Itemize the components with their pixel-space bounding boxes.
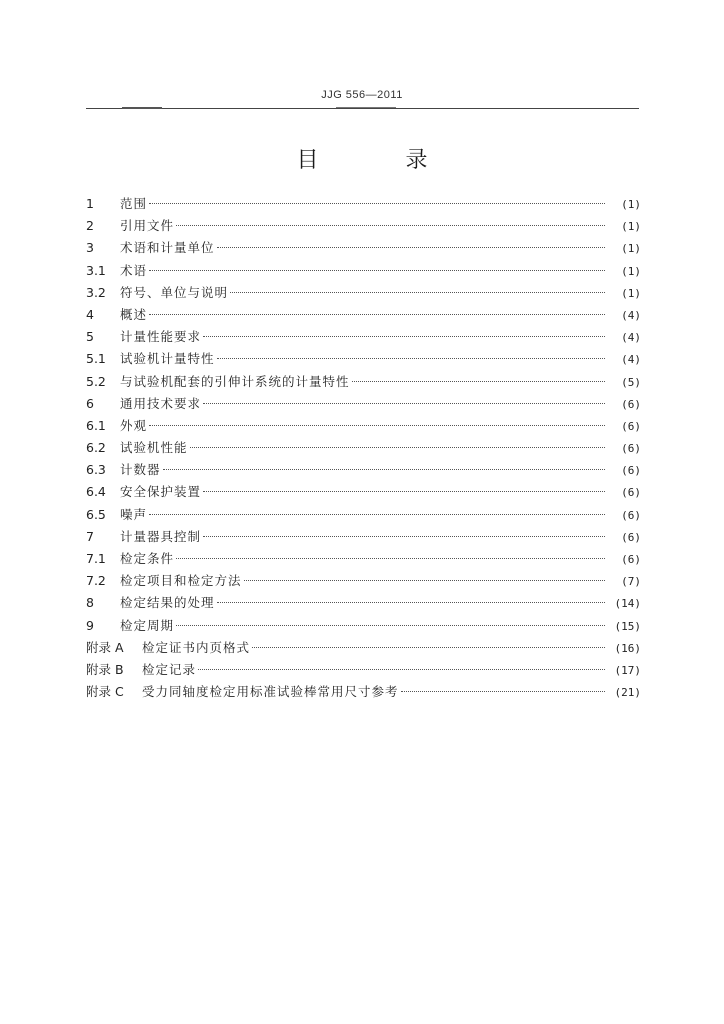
toc-entry-title: 检定条件 bbox=[120, 551, 175, 566]
toc-dot-leader bbox=[203, 536, 605, 537]
toc-entry-number: 3.1 bbox=[86, 262, 106, 278]
page-title: 目 录 bbox=[296, 148, 468, 173]
toc-entry-page: (4) bbox=[621, 308, 641, 322]
toc-dot-leader bbox=[149, 514, 605, 515]
toc-entry-page: (6) bbox=[621, 530, 641, 544]
toc-entry-title: 计量器具控制 bbox=[120, 528, 202, 544]
toc-entry-number: 4 bbox=[86, 306, 94, 322]
toc-entry-page: (1) bbox=[621, 220, 641, 234]
toc-dot-leader bbox=[203, 336, 605, 337]
toc-entry-title: 检定项目和检定方法 bbox=[120, 573, 242, 589]
toc-entry-title: 范围 bbox=[120, 196, 148, 211]
toc-entry-number: 6.2 bbox=[86, 440, 106, 456]
toc-entry-title: 符号、单位与说明 bbox=[120, 284, 229, 300]
toc-entry-title: 检定证书内页格式 bbox=[142, 639, 251, 655]
toc-entry-page: (6) bbox=[621, 442, 641, 456]
toc-entry-number: 附录 B bbox=[86, 661, 124, 677]
toc-entry-number: 5.2 bbox=[86, 373, 106, 389]
toc-entry[interactable] bbox=[86, 215, 641, 237]
toc-entry-title: 计量性能要求 bbox=[120, 329, 202, 345]
toc-dot-leader bbox=[244, 580, 605, 581]
toc-entry-title: 噪声 bbox=[120, 506, 148, 522]
toc-entry[interactable] bbox=[86, 326, 641, 348]
toc-entry[interactable] bbox=[86, 504, 641, 526]
toc-entry-title: 检定周期 bbox=[120, 617, 175, 633]
toc-dot-leader bbox=[163, 469, 605, 470]
toc-entry-number: 7.1 bbox=[86, 551, 106, 566]
toc-dot-leader bbox=[176, 225, 605, 226]
toc-entry-number: 5 bbox=[86, 329, 94, 345]
toc-entry-number: 7 bbox=[86, 528, 94, 544]
toc-dot-leader bbox=[176, 558, 605, 559]
toc-entry-page: (5) bbox=[621, 375, 641, 389]
toc-entry-title: 通用技术要求 bbox=[120, 395, 202, 411]
toc-entry-page: (6) bbox=[621, 553, 641, 566]
toc-entry-title: 术语和计量单位 bbox=[120, 240, 215, 256]
toc-entry[interactable] bbox=[86, 526, 641, 548]
toc-entry-page: (6) bbox=[621, 419, 641, 433]
toc-entry-number: 9 bbox=[86, 617, 94, 633]
toc-entry[interactable] bbox=[86, 260, 641, 282]
toc-entry-number: 7.2 bbox=[86, 573, 106, 589]
toc-dot-leader bbox=[252, 647, 605, 648]
toc-dot-leader bbox=[203, 491, 605, 492]
toc-dot-leader bbox=[176, 625, 605, 626]
toc-dot-leader bbox=[217, 358, 605, 359]
toc-entry-number: 5.1 bbox=[86, 351, 106, 367]
toc-dot-leader bbox=[149, 203, 605, 204]
toc-entry-number: 附录 C bbox=[86, 684, 124, 700]
toc-dot-leader bbox=[352, 381, 605, 382]
toc-dot-leader bbox=[217, 602, 605, 603]
toc-entry[interactable] bbox=[86, 592, 641, 614]
toc-entry-title: 试验机性能 bbox=[120, 440, 188, 456]
toc-entry-page: (6) bbox=[621, 508, 641, 522]
toc-entry-number: 6.1 bbox=[86, 417, 106, 433]
toc-entry-number: 6.5 bbox=[86, 506, 106, 522]
toc-entry[interactable] bbox=[86, 237, 641, 259]
toc-dot-leader bbox=[203, 403, 605, 404]
toc-entry-title: 试验机计量特性 bbox=[120, 351, 215, 367]
toc-entry-page: (6) bbox=[621, 486, 641, 500]
toc-dot-leader bbox=[149, 270, 605, 271]
toc-entry[interactable] bbox=[86, 459, 641, 481]
toc-entry[interactable] bbox=[86, 415, 641, 437]
toc-entry-title: 检定记录 bbox=[142, 661, 197, 677]
toc-dot-leader bbox=[149, 425, 605, 426]
toc-entry-title: 安全保护装置 bbox=[120, 484, 202, 500]
toc-entry[interactable] bbox=[86, 282, 641, 304]
toc-entry-page: (1) bbox=[621, 264, 641, 278]
toc-entry[interactable] bbox=[86, 570, 641, 592]
toc-entry-number: 3.2 bbox=[86, 284, 106, 300]
toc-entry-page: (6) bbox=[621, 464, 641, 478]
toc-entry[interactable] bbox=[86, 193, 641, 215]
toc-entry[interactable] bbox=[86, 437, 641, 459]
toc-entry-title: 检定结果的处理 bbox=[120, 595, 215, 611]
toc-entry-title: 计数器 bbox=[120, 462, 161, 478]
standard-code: JJG 556—2011 bbox=[321, 89, 403, 101]
toc-entry-page: (1) bbox=[621, 286, 641, 300]
toc-entry-title: 概述 bbox=[120, 306, 148, 322]
toc-entry[interactable] bbox=[86, 304, 641, 326]
toc-entry-number: 6 bbox=[86, 395, 94, 411]
header-rule bbox=[86, 108, 639, 109]
toc-entry-number: 8 bbox=[86, 595, 94, 611]
toc-entry[interactable] bbox=[86, 637, 641, 659]
toc-entry-title: 引用文件 bbox=[120, 218, 175, 234]
toc-dot-leader bbox=[217, 247, 605, 248]
toc-entry-title: 术语 bbox=[120, 262, 148, 278]
toc-entry-number: 1 bbox=[86, 196, 94, 211]
toc-entry-title: 与试验机配套的引伸计系统的计量特性 bbox=[120, 373, 350, 389]
toc-entry[interactable] bbox=[86, 348, 641, 370]
toc-entry-page: (1) bbox=[621, 242, 641, 256]
toc-entry[interactable] bbox=[86, 393, 641, 415]
toc-entry[interactable] bbox=[86, 659, 641, 681]
toc-dot-leader bbox=[401, 691, 605, 692]
toc-entry[interactable] bbox=[86, 681, 641, 703]
toc-entry-number: 3 bbox=[86, 240, 94, 256]
toc-entry-page: (17) bbox=[614, 663, 641, 677]
toc-entry-page: (16) bbox=[614, 641, 641, 655]
toc-entry-page: (15) bbox=[614, 619, 641, 633]
toc-dot-leader bbox=[198, 669, 605, 670]
toc-entry-number: 6.3 bbox=[86, 462, 106, 478]
toc-entry-title: 受力同轴度检定用标准试验棒常用尺寸参考 bbox=[142, 684, 399, 700]
toc-entry-number: 2 bbox=[86, 218, 94, 234]
toc-entry[interactable] bbox=[86, 548, 641, 570]
toc-entry[interactable] bbox=[86, 371, 641, 393]
table-of-contents bbox=[86, 193, 641, 703]
toc-dot-leader bbox=[230, 292, 605, 293]
toc-entry-page: (21) bbox=[614, 686, 641, 700]
toc-entry-page: (1) bbox=[621, 198, 641, 211]
toc-entry-page: (6) bbox=[621, 397, 641, 411]
toc-entry-number: 6.4 bbox=[86, 484, 106, 500]
toc-entry[interactable] bbox=[86, 615, 641, 637]
toc-dot-leader bbox=[149, 314, 605, 315]
toc-entry-page: (4) bbox=[621, 353, 641, 367]
toc-entry-page: (14) bbox=[614, 597, 641, 611]
toc-entry-number: 附录 A bbox=[86, 639, 124, 655]
toc-entry-page: (4) bbox=[621, 331, 641, 345]
toc-entry-title: 外观 bbox=[120, 417, 148, 433]
toc-entry[interactable] bbox=[86, 481, 641, 503]
toc-dot-leader bbox=[190, 447, 605, 448]
toc-entry-page: (7) bbox=[621, 575, 641, 589]
